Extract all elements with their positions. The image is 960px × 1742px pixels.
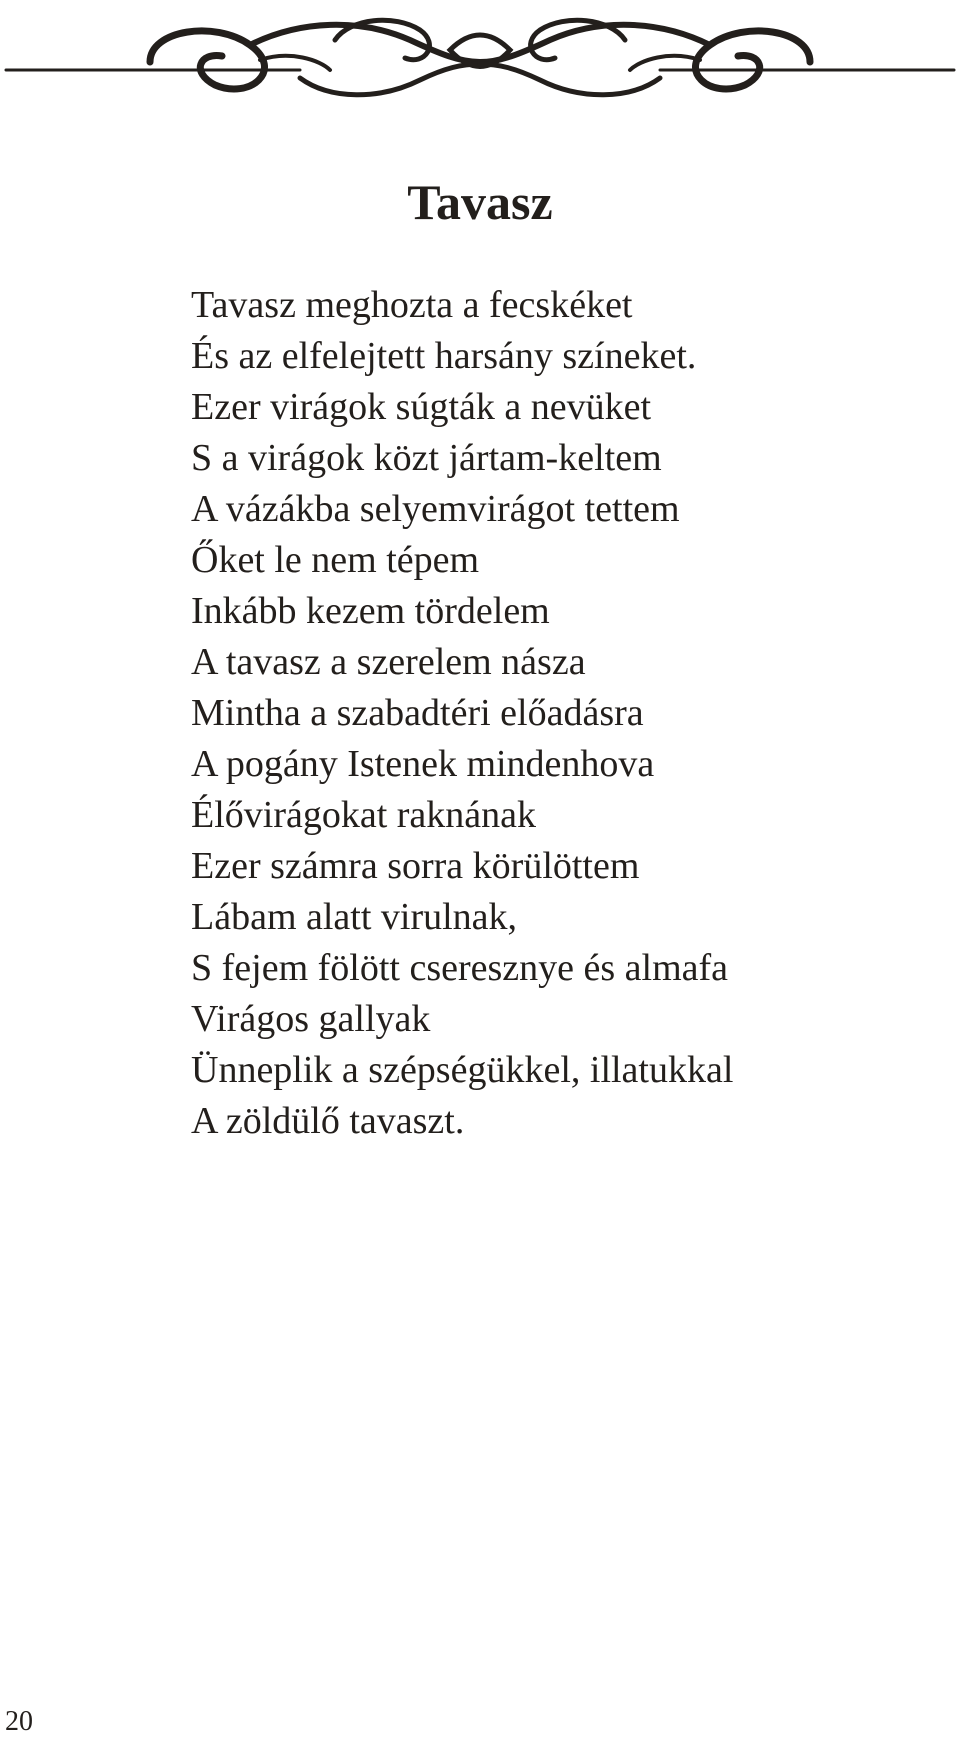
poem-line: S fejem fölött cseresznye és almafa xyxy=(191,947,729,989)
poem-line: Ünneplik a szépségükkel, illatukkal xyxy=(191,1049,734,1091)
poem-title: Tavasz xyxy=(407,174,553,230)
poem-line: Őket le nem tépem xyxy=(191,539,480,581)
poem-line: Lábam alatt virulnak, xyxy=(191,896,518,938)
poem-body xyxy=(191,280,733,1147)
poem-line: Ezer számra sorra körülöttem xyxy=(191,845,640,887)
flourish-divider-icon xyxy=(0,0,960,110)
poem-line: A tavasz a szerelem násza xyxy=(191,641,586,683)
page-number: 20 xyxy=(5,1706,33,1737)
poem-line: Ezer virágok súgták a nevüket xyxy=(191,386,652,428)
poem-line: Virágos gallyak xyxy=(191,998,431,1040)
poem-line: Élővirágokat raknának xyxy=(191,794,537,836)
poem-line: A pogány Istenek mindenhova xyxy=(191,743,655,785)
poem-line: Inkább kezem tördelem xyxy=(191,590,550,632)
poem-line: A zöldülő tavaszt. xyxy=(191,1100,465,1142)
poem-line: S a virágok közt jártam-keltem xyxy=(191,437,662,479)
poem-line: Tavasz meghozta a fecskéket xyxy=(191,284,633,326)
poem-line: A vázákba selyemvirágot tettem xyxy=(191,488,680,530)
poem-line: Mintha a szabadtéri előadásra xyxy=(191,692,644,734)
poem-line: És az elfelejtett harsány színeket. xyxy=(191,335,697,377)
